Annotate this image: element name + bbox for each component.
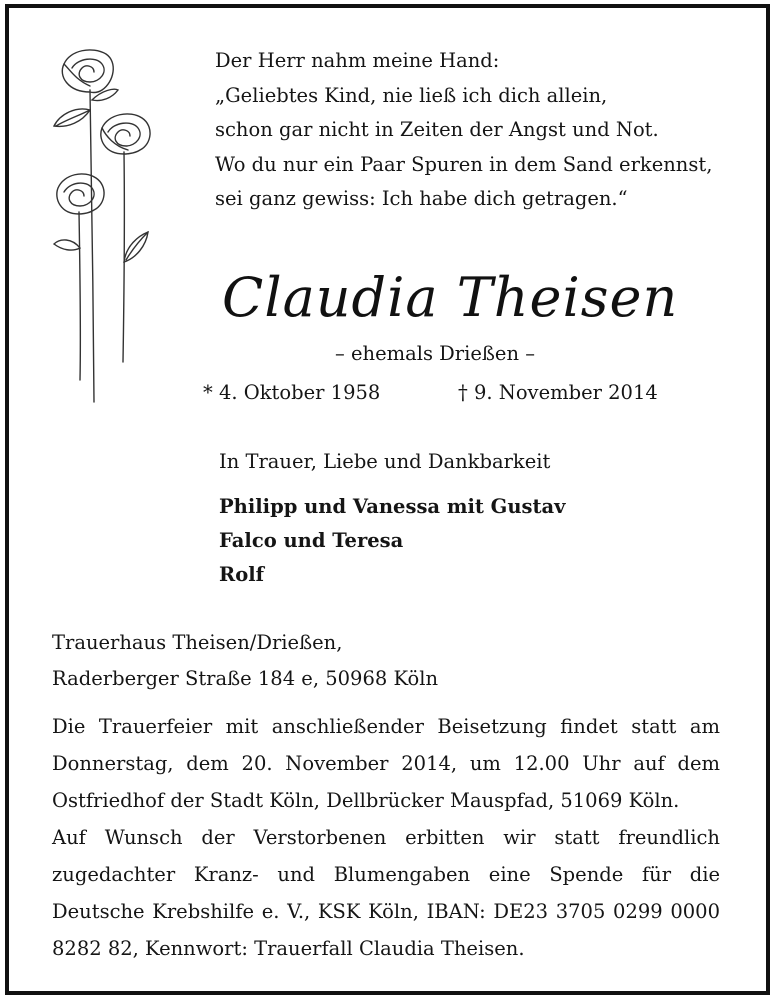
quote-line: „Geliebtes Kind, nie ließ ich dich allein, xyxy=(215,83,608,107)
donation-request: Auf Wunsch der Verstorbenen erbitten wir statt freundlich zugedachter Kranz- und Blumengaben eine Spende für die Deutsche Krebshilfe e. V., KSK Köln, IBAN: DE23 3705 0299 0000 8282 82, Kennwort: Trauerfall Claudia Theisen. xyxy=(52,826,720,960)
roses-illustration-icon xyxy=(46,40,166,410)
mourner-name: Philipp und Vanessa mit Gustav xyxy=(219,495,566,518)
maiden-name: – ehemals Drießen – xyxy=(335,342,535,365)
mourning-intro: In Trauer, Liebe und Dankbarkeit xyxy=(219,450,551,473)
address-line: Trauerhaus Theisen/Drießen, xyxy=(52,631,343,654)
mourner-name: Rolf xyxy=(219,563,265,586)
quote-line: sei ganz gewiss: Ich habe dich getragen.“ xyxy=(215,187,628,210)
quote-line: Wo du nur ein Paar Spuren in dem Sand erkennst, xyxy=(215,152,713,176)
quote-line: schon gar nicht in Zeiten der Angst und Not. xyxy=(215,118,659,141)
mourning-house-address xyxy=(52,625,438,697)
deceased-name: Claudia Theisen xyxy=(222,266,679,329)
mourner-name: Falco und Teresa xyxy=(219,529,404,552)
quote-block xyxy=(215,44,755,217)
mourners-list xyxy=(219,490,565,592)
birth-date: * 4. Oktober 1958 xyxy=(203,381,381,404)
address-line: Raderberger Straße 184 e, 50968 Köln xyxy=(52,667,439,690)
funeral-notice: Die Trauerfeier mit anschließender Beisetzung findet statt am Donnerstag, dem 20. November 2014, um 12.00 Uhr auf dem Ostfriedhof der Stadt Köln, Dellbrücker Mauspfad, 51069 Köln. xyxy=(52,715,720,812)
quote-line: Der Herr nahm meine Hand: xyxy=(215,49,500,72)
death-date: † 9. November 2014 xyxy=(458,381,658,404)
